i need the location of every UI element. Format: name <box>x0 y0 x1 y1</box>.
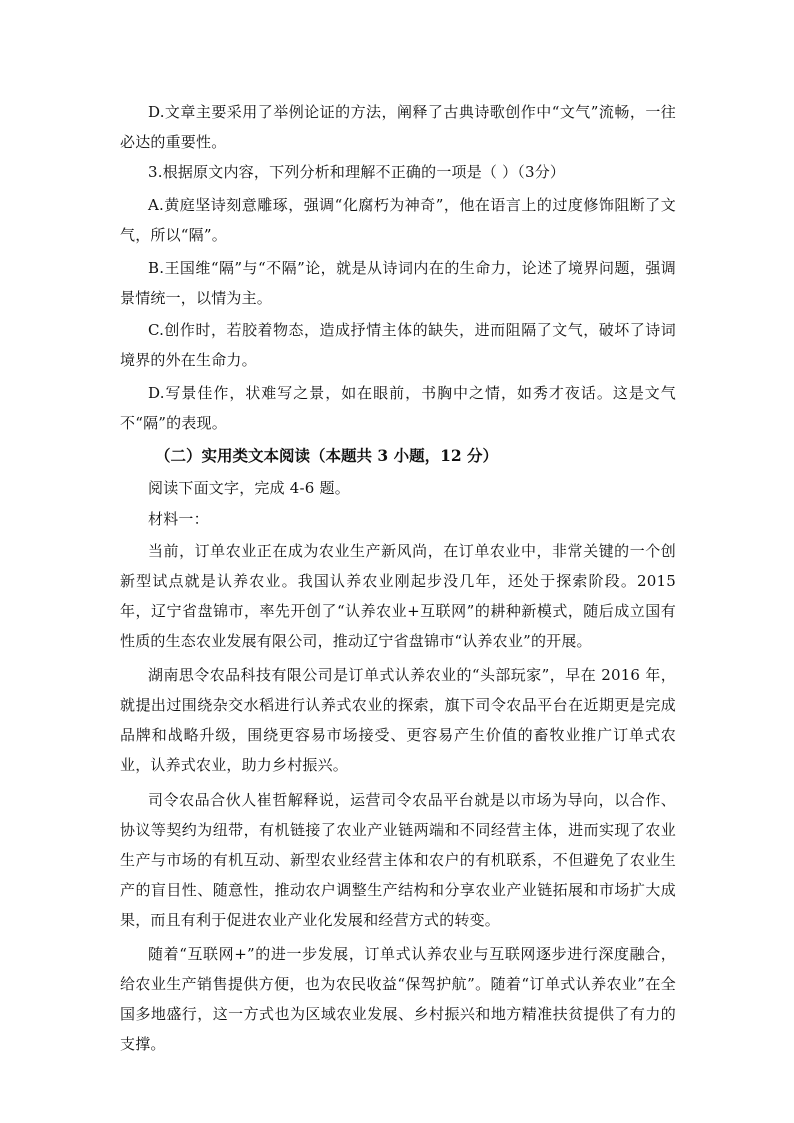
material-paragraph-3: 司令农品合伙人崔哲解释说，运营司令农品平台就是以市场为导向，以合作、协议等契约为纽带，有机链接了农业产业链两端和不同经营主体，进而实现了农业生产与市场的有机互动、新型农业经营主体和农户的有机联系，不但避免了农业生产的盲目性、随意性，推动农户调整生产结构和分享农业产业链拓展和市场扩大成果，而且有利于促进农业产业化发展和经营方式的转变。 <box>120 791 676 929</box>
question-3-option-c: C.创作时，若胶着物态，造成抒情主体的缺失，进而阻隔了文气，破坏了诗词境界的外在生命力。 <box>120 321 676 369</box>
material-label: 材料一： <box>148 510 209 528</box>
material-paragraph-4: 随着“互联网+”的进一步发展，订单式认养农业与互联网逐步进行深度融合，给农业生产销售提供方便，也为农民收益“保驾护航”。随着“订单式认养农业”在全国多地盛行，这一方式也为区域农业发展、乡村振兴和地方精准扶贫提供了有力的支撑。 <box>120 945 676 1053</box>
section-heading: （二）实用类文本阅读（本题共 3 小题，12 分） <box>155 446 499 465</box>
option-d-paragraph: D.文章主要采用了举例论证的方法，阐释了古典诗歌创作中“文气”流畅，一往必达的重要性。 <box>120 103 676 151</box>
reading-instruction: 阅读下面文字，完成 4-6 题。 <box>148 479 350 497</box>
question-3: 3.根据原文内容，下列分析和理解不正确的一项是（ ）（3分） <box>148 163 566 181</box>
question-3-option-d: D.写景佳作，状难写之景，如在眼前，书胸中之情，如秀才夜话。这是文气不“隔”的表现。 <box>120 384 676 432</box>
question-3-option-a: A.黄庭坚诗刻意雕琢，强调“化腐朽为神奇”，他在语言上的过度修饰阻断了文气，所以“隔”。 <box>120 196 676 244</box>
material-paragraph-1: 当前，订单农业正在成为农业生产新风尚，在订单农业中，非常关键的一个创新型试点就是认养农业。我国认养农业刚起步没几年，还处于探索阶段。2015 年，辽宁省盘锦市，率先开创了“认养农业+互联网”的耕种新模式，随后成立国有性质的生态农业发展有限公司，推动辽宁省盘锦市“认养农业”的开展。 <box>120 542 676 650</box>
question-3-option-b: B.王国维“隔”与“不隔”论，就是从诗词内在的生命力，论述了境界问题，强调景情统一，以情为主。 <box>120 259 676 307</box>
material-paragraph-2: 湖南思令农品科技有限公司是订单式认养农业的“头部玩家”，早在 2016 年，就提出过围绕杂交水稻进行认养式农业的探索，旗下司令农品平台在近期更是完成品牌和战略升级，围绕更容易市场接受、更容易产生价值的畜牧业推广订单式农业，认养式农业，助力乡村振兴。 <box>120 666 676 774</box>
